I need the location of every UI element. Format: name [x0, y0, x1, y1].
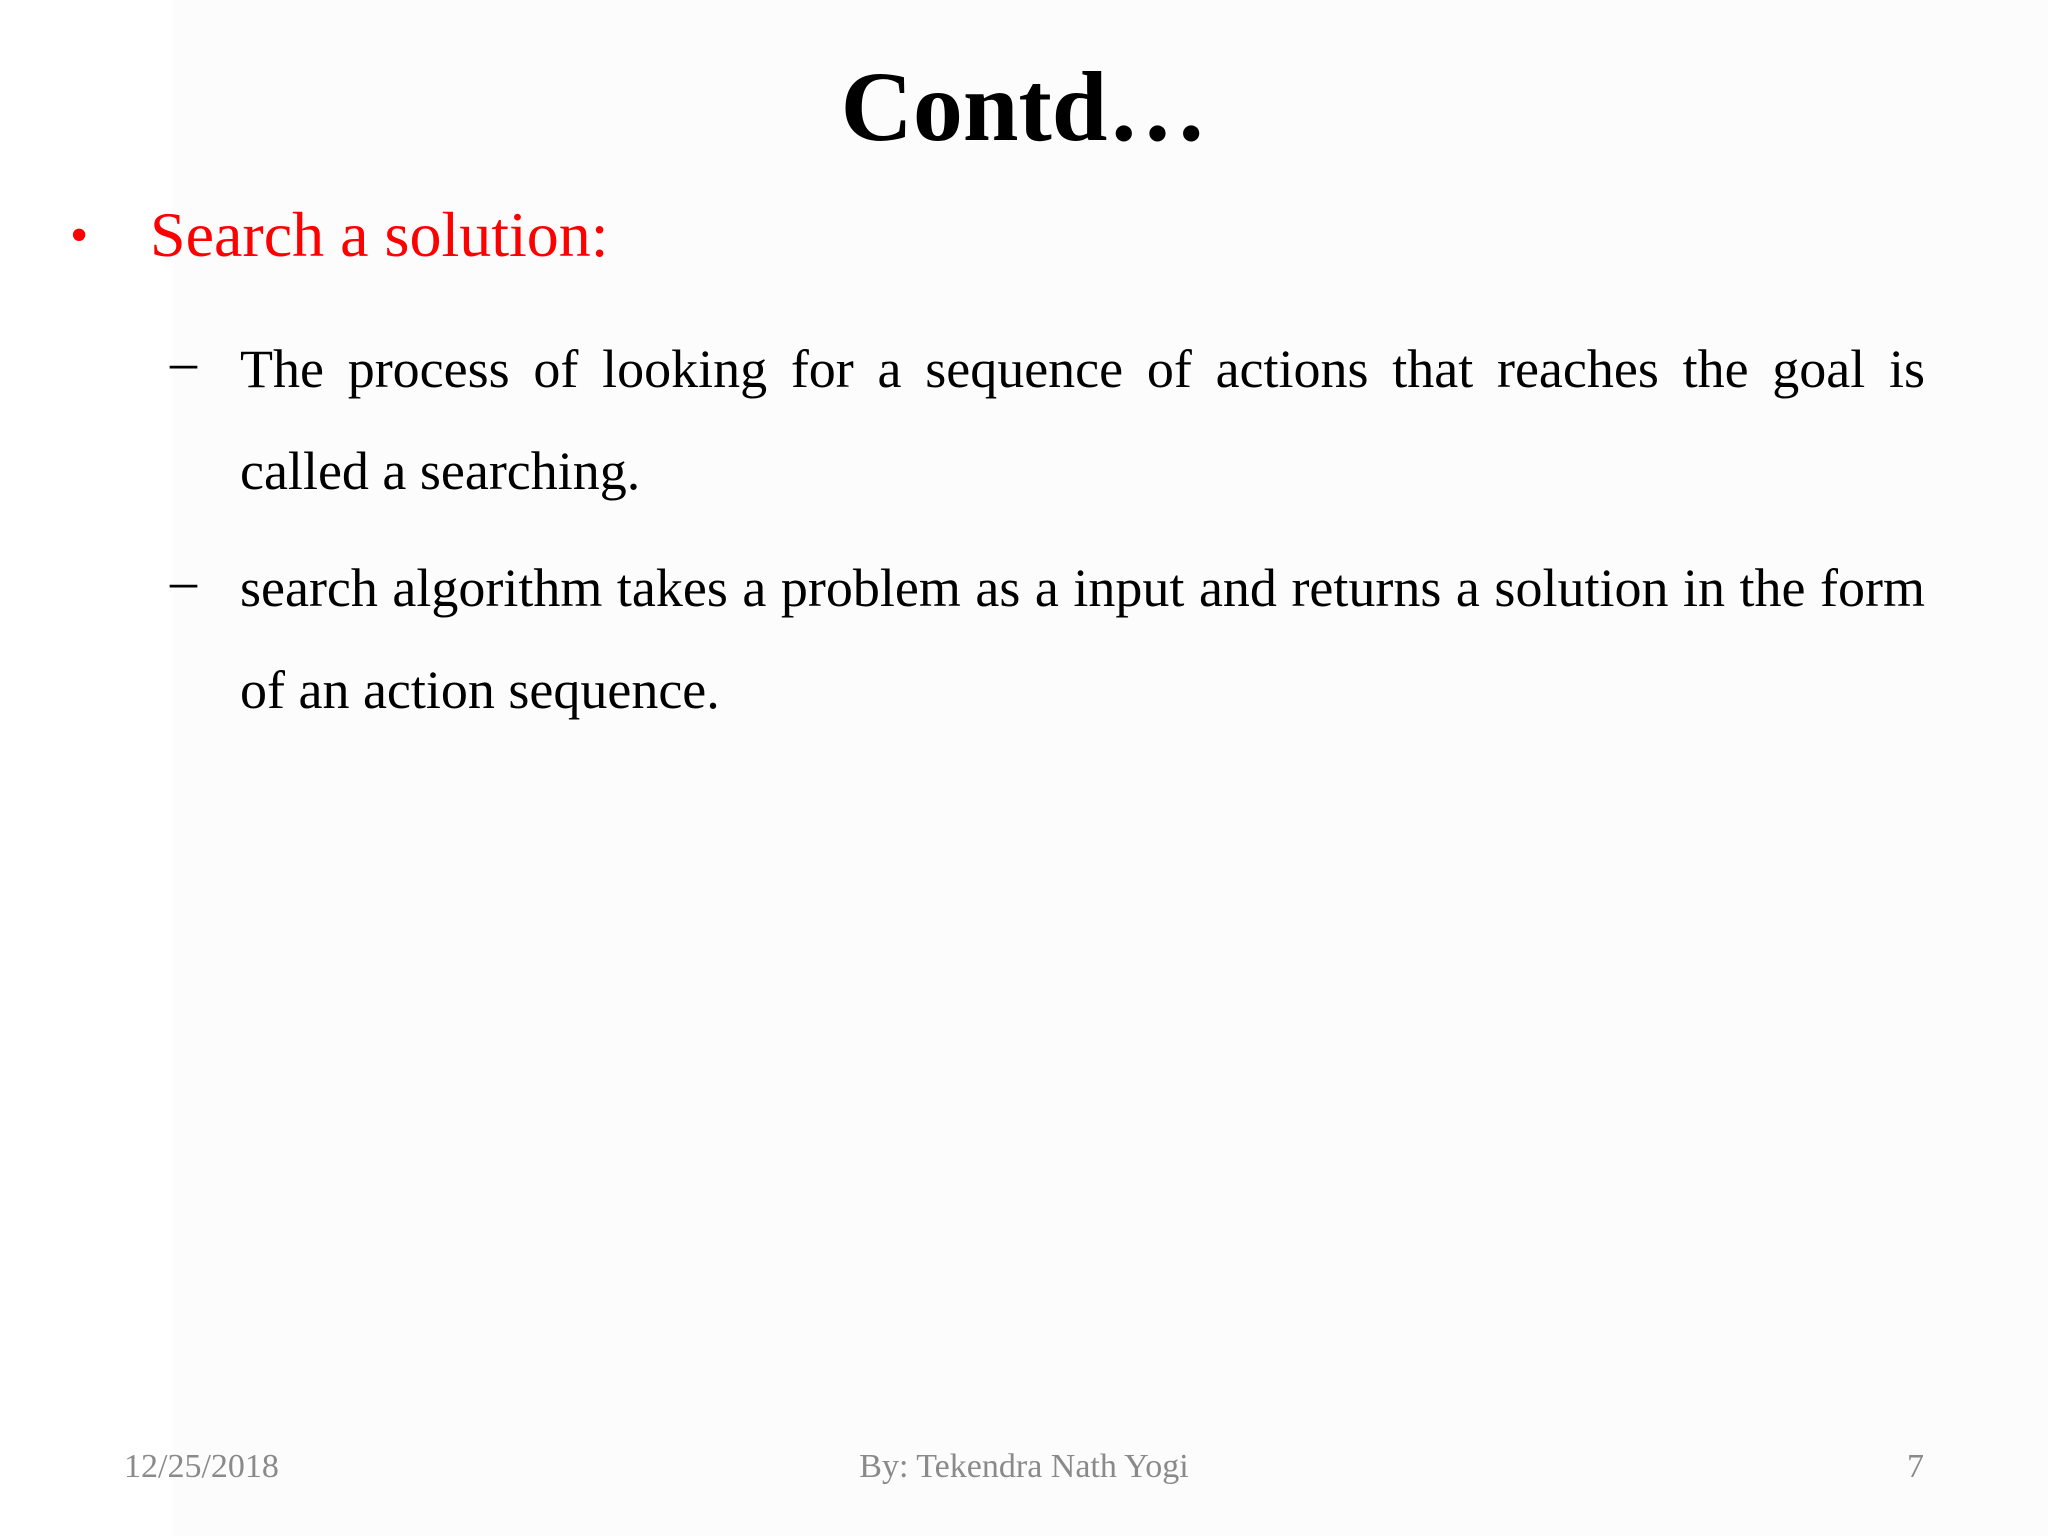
slide-title: Contd…	[840, 51, 1208, 162]
sub-item-text: The process of looking for a sequence of actions that reaches the goal is called a searching.	[240, 339, 1925, 501]
bullet-text: Search a solution:	[150, 199, 609, 270]
footer-date: 12/25/2018	[124, 1448, 279, 1485]
sub-item-text: search algorithm takes a problem as a input and returns a solution in the form of an action sequence.	[240, 558, 1925, 720]
footer-author: By: Tekendra Nath Yogi	[859, 1448, 1189, 1485]
bullet-search-a-solution	[70, 195, 609, 275]
footer-page-number: 7	[1907, 1448, 1924, 1485]
bullet-marker: •	[70, 206, 89, 264]
dash-marker: –	[170, 551, 197, 611]
dash-marker: –	[170, 332, 197, 392]
